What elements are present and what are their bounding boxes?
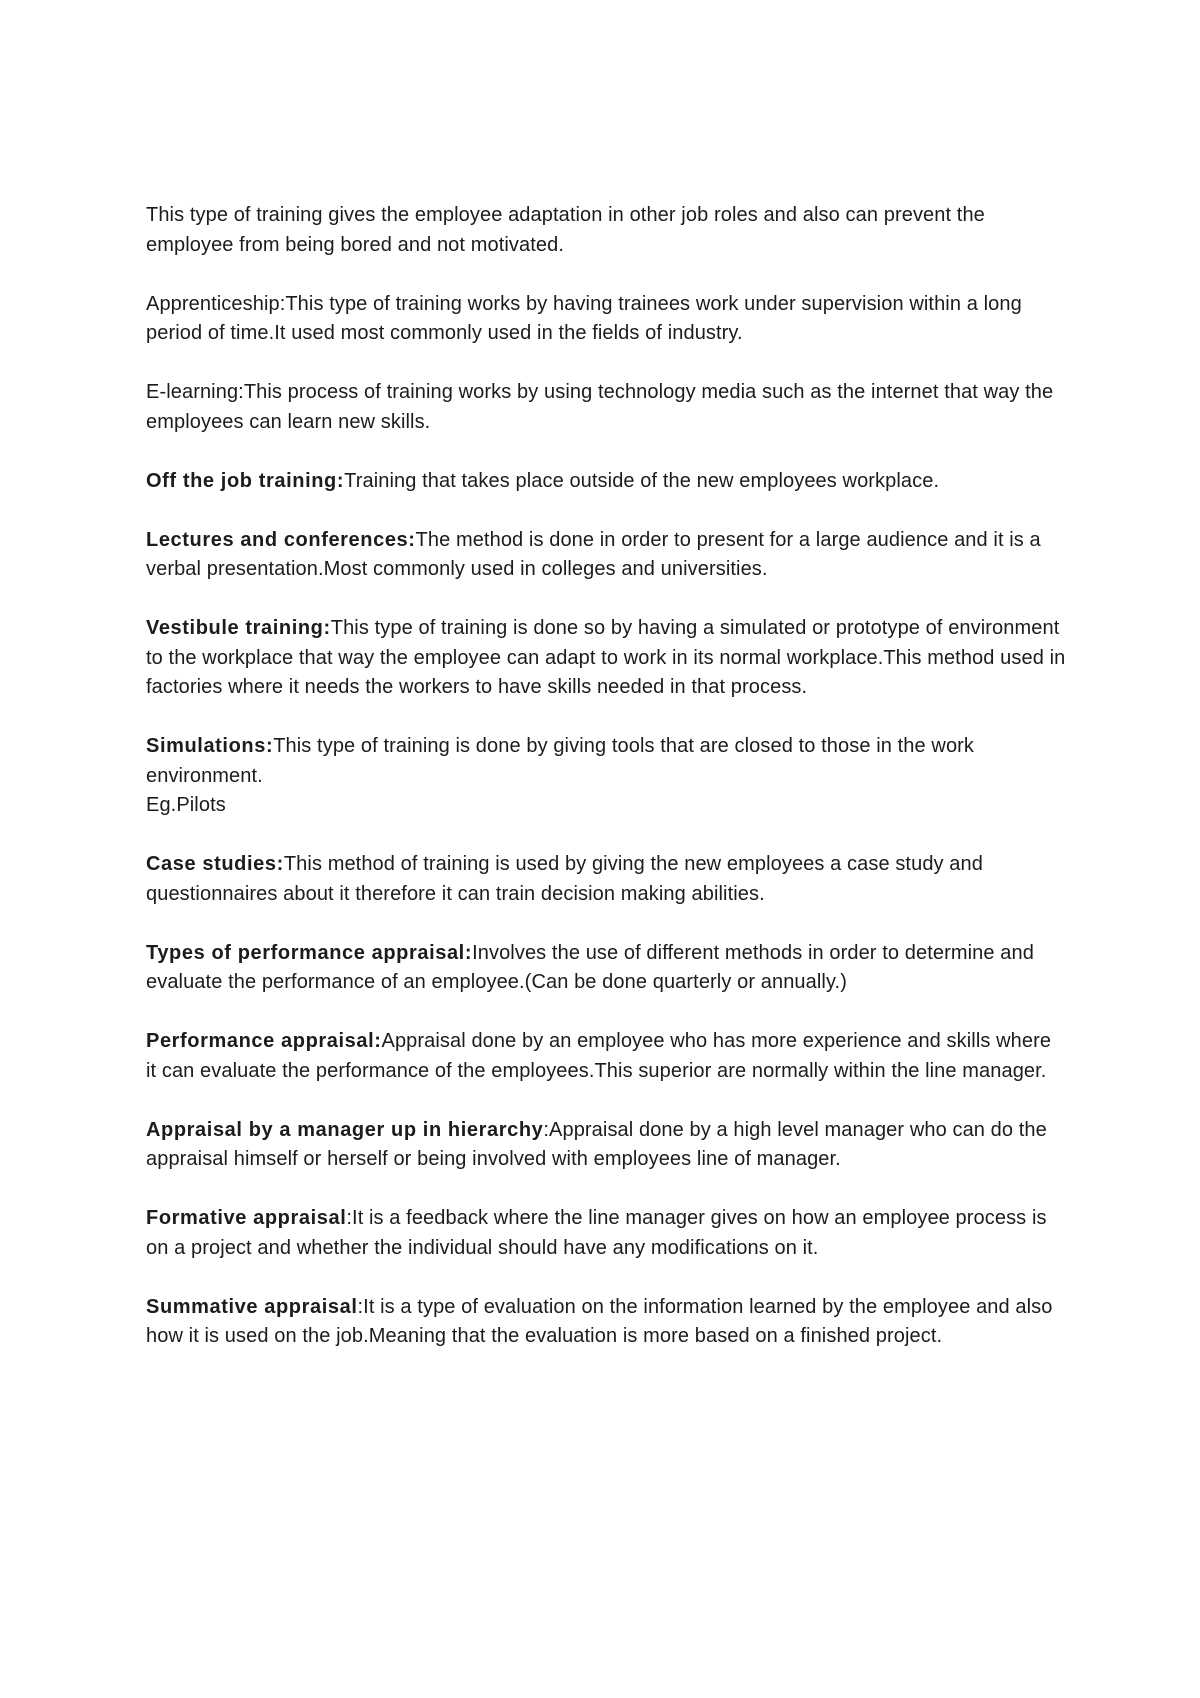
paragraph-text: Involves the use of different methods in order to determine and evaluate the performance of an employee.(Can be done quarterly or annually.) — [146, 941, 1034, 993]
paragraph-heading: Types of performance appraisal: — [146, 941, 473, 964]
paragraph-text: This type of training is done so by having a simulated or prototype of environment to the workplace that way the employee can adapt to work in its normal workplace.This method used in factories where it needs the workers to have skills needed in that process. — [146, 617, 1066, 698]
paragraph-text: Training that takes place outside of the new employees workplace. — [344, 469, 940, 492]
paragraph-text: This method of training is used by giving the new employees a case study and questionnaires about it therefore it can train decision making abilities. — [146, 853, 983, 905]
paragraph-heading: Case studies: — [146, 853, 284, 875]
paragraph-heading: Off the job training: — [146, 469, 345, 492]
paragraph-text: The method is done in order to present for a large audience and it is a verbal presentation.Most commonly used in colleges and universities. — [146, 528, 1041, 580]
paragraph-text: :It is a type of evaluation on the information learned by the employee and also how it is used on the job.Meaning that the evaluation is more based on a finished project. — [146, 1295, 1053, 1347]
paragraph-text: Appraisal done by an employee who has more experience and skills where it can evaluate the performance of the employees.This superior are normally within the line manager. — [146, 1030, 1052, 1082]
paragraph-text: E-learning:This process of training works by using technology media such as the internet that way the employees can learn new skills. — [146, 381, 1054, 433]
paragraph-elearning — [146, 378, 1066, 437]
paragraph-lectures — [146, 526, 1066, 585]
paragraph-text: This type of training gives the employee adaptation in other job roles and also can prevent the employee from being bored and not motivated. — [146, 204, 985, 256]
paragraph-example-line: Eg.Pilots — [146, 794, 226, 816]
paragraph-manager-hierarchy — [146, 1116, 1066, 1175]
paragraph-formative — [146, 1204, 1066, 1263]
paragraph-text: :It is a feedback where the line manager gives on how an employee process is on a project and whether the individual should have any modifications on it. — [146, 1207, 1047, 1259]
paragraph-heading: Vestibule training: — [146, 617, 331, 639]
paragraph-text: This type of training is done by giving tools that are closed to those in the work environment. — [146, 735, 975, 787]
paragraph-text: Apprenticeship:This type of training works by having trainees work under supervision within a long period of time.It used most commonly used in the fields of industry. — [146, 292, 1022, 344]
document-body — [146, 201, 1066, 1381]
paragraph-apprenticeship — [146, 290, 1066, 349]
paragraph-off-the-job — [146, 467, 1066, 497]
paragraph-summative — [146, 1293, 1066, 1352]
paragraph-case-studies — [146, 850, 1066, 909]
paragraph-heading: Appraisal by a manager up in hierarchy — [146, 1118, 544, 1141]
paragraph-heading: Simulations: — [146, 735, 274, 757]
paragraph-types-appraisal — [146, 939, 1066, 998]
paragraph-heading: Formative appraisal — [146, 1207, 347, 1229]
paragraph-heading: Lectures and conferences: — [146, 528, 416, 551]
paragraph-simulations — [146, 732, 1066, 821]
paragraph-heading: Performance appraisal: — [146, 1030, 382, 1052]
paragraph-text: :Appraisal done by a high level manager who can do the appraisal himself or herself or being involved with employees line of manager. — [146, 1118, 1047, 1170]
paragraph-vestibule — [146, 614, 1066, 703]
paragraph-heading: Summative appraisal — [146, 1295, 358, 1318]
paragraph-performance-appraisal — [146, 1027, 1066, 1086]
paragraph-intro — [146, 201, 1066, 260]
